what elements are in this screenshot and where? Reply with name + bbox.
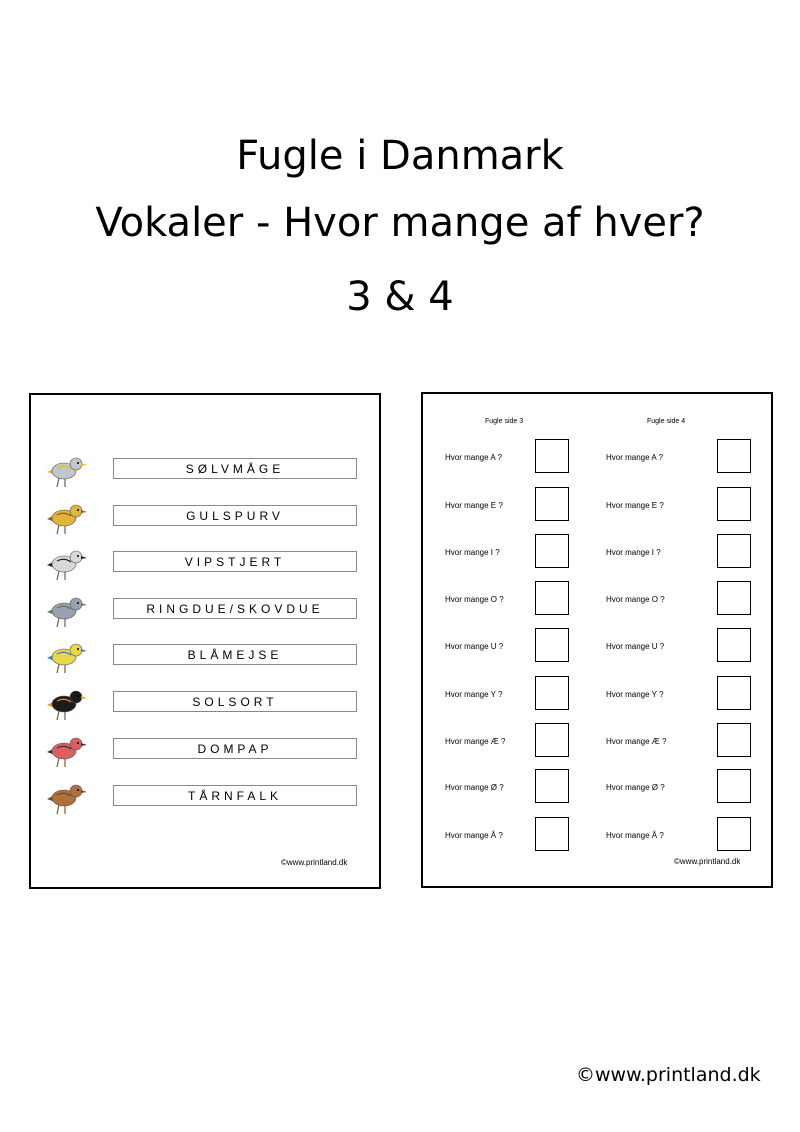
bird-name-field: VIPSTJERT: [113, 551, 357, 572]
question-row: [423, 581, 771, 617]
page-copyright: ©www.printland.dk: [576, 1064, 761, 1086]
left-sheet-copyright: ©www.printland.dk: [281, 858, 348, 867]
question-label-side-3: Hvor mange U ?: [445, 642, 504, 651]
answer-box-side-4: [717, 487, 751, 521]
bird-row: [31, 590, 379, 630]
bird-name-field: RINGDUE/SKOVDUE: [113, 598, 357, 619]
question-label-side-3: Hvor mange Ø ?: [445, 783, 504, 792]
question-label-side-4: Hvor mange E ?: [606, 501, 664, 510]
answer-box-side-4: [717, 534, 751, 568]
question-row: [423, 439, 771, 475]
bird-row: [31, 497, 379, 537]
bird-name-field: GULSPURV: [113, 505, 357, 526]
answer-box-side-4: [717, 628, 751, 662]
answer-box-side-4: [717, 769, 751, 803]
question-label-side-4: Hvor mange Å ?: [606, 831, 664, 840]
question-label-side-4: Hvor mange U ?: [606, 642, 665, 651]
bird-name-field: TÅRNFALK: [113, 785, 357, 806]
answer-box-side-3: [535, 723, 569, 757]
bird-row: [31, 450, 379, 490]
title-line-1: Fugle i Danmark: [236, 133, 564, 179]
question-row: [423, 723, 771, 759]
bird-row: [31, 543, 379, 583]
question-label-side-4: Hvor mange A ?: [606, 453, 663, 462]
answer-box-side-4: [717, 439, 751, 473]
answer-box-side-3: [535, 439, 569, 473]
pigeon-icon: [43, 590, 89, 630]
question-label-side-4: Hvor mange Æ ?: [606, 737, 667, 746]
bird-row: [31, 730, 379, 770]
bird-name-field: DOMPAP: [113, 738, 357, 759]
question-label-side-3: Hvor mange O ?: [445, 595, 504, 604]
bird-name-field: BLÅMEJSE: [113, 644, 357, 665]
answer-box-side-3: [535, 769, 569, 803]
column-heading-side-3: Fugle side 3: [485, 418, 524, 425]
answer-box-side-3: [535, 581, 569, 615]
question-label-side-4: Hvor mange Y ?: [606, 690, 664, 699]
bird-row: [31, 777, 379, 817]
answer-box-side-3: [535, 817, 569, 851]
question-label-side-4: Hvor mange O ?: [606, 595, 665, 604]
answer-box-side-3: [535, 534, 569, 568]
blackbird-icon: [43, 683, 89, 723]
title-line-3: 3 & 4: [346, 274, 454, 320]
answer-box-side-4: [717, 676, 751, 710]
question-label-side-3: Hvor mange I ?: [445, 548, 500, 557]
title-line-2: Vokaler - Hvor mange af hver?: [95, 200, 705, 246]
question-label-side-3: Hvor mange Y ?: [445, 690, 503, 699]
yellowhammer-icon: [43, 497, 89, 537]
bullfinch-icon: [43, 730, 89, 770]
bird-row: [31, 683, 379, 723]
question-label-side-4: Hvor mange I ?: [606, 548, 661, 557]
answer-box-side-3: [535, 628, 569, 662]
answer-box-side-3: [535, 487, 569, 521]
bird-row: [31, 636, 379, 676]
question-label-side-3: Hvor mange E ?: [445, 501, 503, 510]
worksheet-bird-names: [29, 393, 381, 889]
question-row: [423, 534, 771, 570]
blue-tit-icon: [43, 636, 89, 676]
question-row: [423, 817, 771, 853]
bird-name-field: SØLVMÅGE: [113, 458, 357, 479]
kestrel-icon: [43, 777, 89, 817]
column-heading-side-4: Fugle side 4: [647, 418, 686, 425]
question-row: [423, 487, 771, 523]
question-row: [423, 628, 771, 664]
question-row: [423, 676, 771, 712]
answer-box-side-3: [535, 676, 569, 710]
wagtail-icon: [43, 543, 89, 583]
answer-box-side-4: [717, 723, 751, 757]
answer-box-side-4: [717, 817, 751, 851]
gull-icon: [43, 450, 89, 490]
question-row: [423, 769, 771, 805]
question-label-side-3: Hvor mange Å ?: [445, 831, 503, 840]
bird-name-field: SOLSORT: [113, 691, 357, 712]
question-label-side-4: Hvor mange Ø ?: [606, 783, 665, 792]
right-sheet-copyright: ©www.printland.dk: [674, 857, 741, 866]
question-label-side-3: Hvor mange Æ ?: [445, 737, 506, 746]
question-label-side-3: Hvor mange A ?: [445, 453, 502, 462]
answer-box-side-4: [717, 581, 751, 615]
worksheet-vowel-count: [421, 392, 773, 888]
